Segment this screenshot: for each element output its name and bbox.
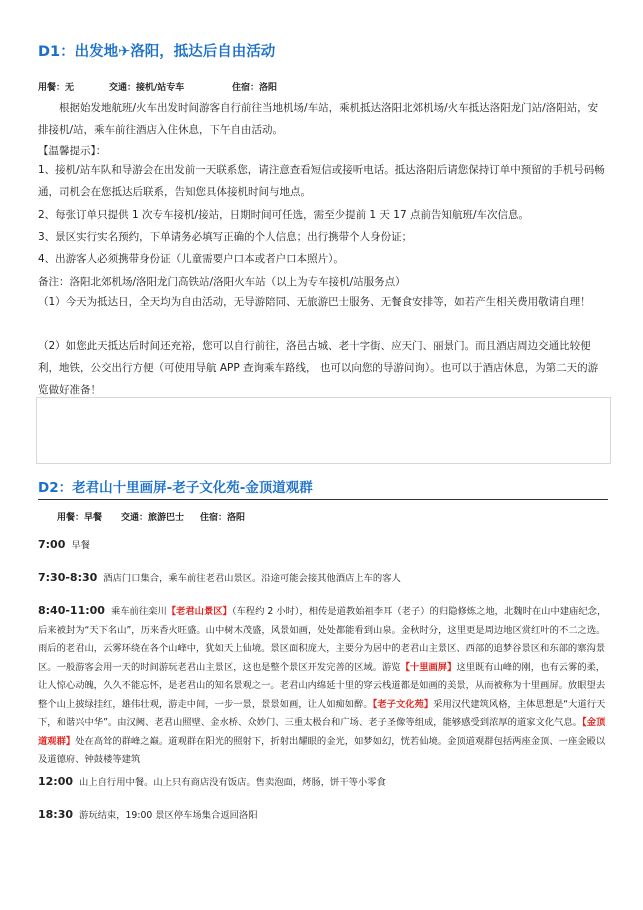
schedule-time: 7:00 (38, 538, 66, 551)
tip-3: 3、景区实行实名预约，下单请务必填写正确的个人信息；出行携带个人身份证； (38, 231, 413, 243)
schedule-text: 酒店门口集合，乘车前往老君山景区。沿途可能会接其他酒店上车的客人 (103, 573, 401, 584)
day1-meals: 用餐：无 (38, 83, 75, 93)
schedule-text: 处在高耸的群峰之巅。道观群在阳光的照射下，折射出耀眼的金光，如梦如幻，恍若仙境。金顶道观群包括两座金顶、一座金殿以及道德府、钟鼓楼等建筑 (38, 735, 606, 765)
schedule-text: 乘车前往栾川 (110, 606, 167, 617)
schedule-text: 山上自行用中餐。山上只有商店没有饭店。售卖泡面，烤肠，饼干等小零食 (79, 777, 386, 788)
schedule-item (38, 536, 608, 556)
tip-1: 1、接机/站车队和导游会在出发前一天联系您，请注意查看短信或接听电话。抵达洛阳后请您保持订单中预留的手机号码畅通，司机会在您抵达后联系，告知您具体接机时间与地点。 (38, 164, 605, 198)
day1-transport: 交通：接机/站专车 (109, 83, 185, 93)
day2-meals: 用餐：早餐 (57, 513, 103, 523)
schedule-time: 12:00 (38, 775, 74, 788)
schedule-text: 这里既有山峰的刚，也有云雾的柔，让人惊心动魄，久久不能忘怀，是老君山的知名景观之一。老君山内绵延十里的穿云栈道都是如画的美景，从而被称为十里画屏。放眼望去整个山上披绿挂红，雄伟壮观，游走中间，一步一景，景景如画，让人如痴如醉。 (38, 661, 606, 710)
schedule-text: （车程约 2 小时），相传是道教始祖李耳（老子）的归隐修炼之地，北魏时在山中建庙纪念，后来被封为“天下名山”，历来香火旺盛。山中树木茂盛，风景如画，处处都能看到山泉。金秋时分，这里更是周边地区赏红叶的不二之选。雨后的老君山，云雾环绕在各个山峰中，犹如天上仙境。景区面积庞大，主要分为居中的老君山主景区、西部的追梦谷景区和东部的寨沟景区。一般游客会用一天的时间游玩老君山主景区，这也是整个景区开发完善的区域。游览 (38, 606, 607, 673)
day2-title: D2：老君山十里画屏-老子文化苑-金顶道观群 (38, 480, 313, 496)
day1-lodging: 住宿：洛阳 (232, 83, 278, 93)
schedule-time: 8:40-11:00 (38, 604, 105, 617)
day2-transport: 交通：旅游巴士 (121, 513, 185, 523)
schedule-item-laojun (38, 602, 608, 770)
schedule-text: 游玩结束，19:00 景区停车场集合返回洛阳 (79, 810, 258, 821)
highlight-laojunshan: 【老君山景区】 (166, 606, 232, 617)
schedule-item (38, 569, 608, 589)
title-divider (38, 499, 608, 500)
day1-title: D1：出发地✈洛阳，抵达后自由活动 (38, 44, 276, 60)
schedule-time: 18:30 (38, 808, 74, 821)
note-pickup: 备注：洛阳北郊机场/洛阳龙门高铁站/洛阳火车站（以上为专车接机/站服务点） (38, 276, 406, 288)
schedule-time: 7:30-8:30 (38, 571, 98, 584)
tip-4: 4、出游客人必须携带身份证（儿童需要户口本或者户口本照片）。 (38, 253, 344, 265)
schedule-text: 采用汉代建筑风格，主体思想是“大道行天下，和谐兴中华”。由汉阙、老君山照壁、金水桥、众妙门、三重太极台和广场、老子圣像等组成，能够感受到浓厚的道家文化气息。 (38, 698, 606, 728)
schedule-item (38, 806, 608, 826)
day2-lodging: 住宿：洛阳 (200, 513, 246, 523)
tip-2: 2、每张订单只提供 1 次专车接机/接站，日期时间可任选，需至少提前 1 天 17 点前告知航班/车次信息。 (38, 209, 530, 221)
blank-note-box (36, 397, 611, 464)
schedule-item (38, 773, 608, 793)
note-2: （2）如您此天抵达后时间还充裕，您可以自行前往，洛邑古城、老十字街、应天门、丽景门。而且酒店周边交通比较便利，地铁，公交出行方便（可使用导航 APP 查询乘车路线， 也可以向您的导游问询）。也可以于酒店休息，为第二天的游览做好准备！ (38, 340, 599, 396)
tips-header: 【温馨提示】： (38, 145, 107, 157)
note-1: （1）今天为抵达日，全天均为自由活动，无导游陪同、无旅游巴士服务、无餐食安排等，如若产生相关费用敬请自理！ (38, 296, 591, 308)
highlight-golden-summit: 【金顶道观群】 (38, 717, 606, 747)
schedule-text: 早餐 (71, 540, 90, 551)
highlight-laozi-culture: 【老子文化苑】 (372, 698, 434, 710)
highlight-shilihuaping: 【十里画屏】 (400, 661, 457, 673)
day1-intro: 根据始发地航班/火车出发时间游客自行前往当地机场/车站，乘机抵达洛阳北郊机场/火车抵达洛阳龙门站/洛阳站，安排接机/站，乘车前往酒店入住休息，下午自由活动。 (38, 102, 599, 136)
